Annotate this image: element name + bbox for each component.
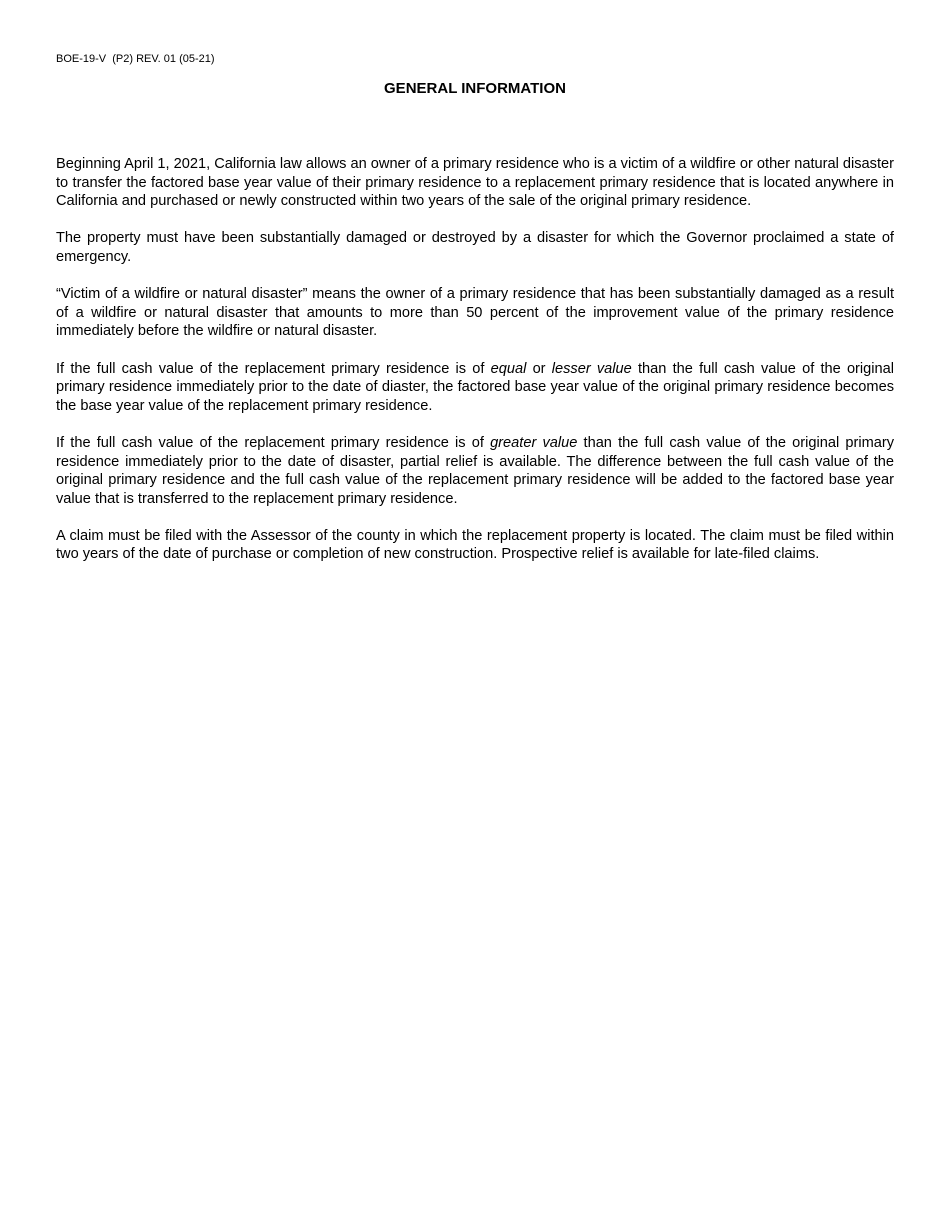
general-information-body — [56, 155, 894, 583]
paragraph-greater-value — [56, 434, 894, 508]
text-segment: or — [526, 360, 552, 377]
text-segment: than the full cash value of the original primary residence immediately prior to the date of disaster, partial relief is available. The difference between the full cash value of the original primary residence and the full cash value of the replacement primary residence will be added to the factored base year value that is transferred to the replacement primary residence. — [56, 434, 894, 507]
paragraph-eligibility: Beginning April 1, 2021, California law allows an owner of a primary residence who is a victim of a wildfire or other natural disaster to transfer the factored base year value of their primary residence to a replacement primary residence that is located anywhere in California and purchased or newly constructed within two years of the sale of the original primary residence. — [56, 156, 894, 210]
paragraph-disaster-requirement: The property must have been substantially damaged or destroyed by a disaster for which the Governor proclaimed a state of emergency. — [56, 230, 894, 265]
page-title: GENERAL INFORMATION — [384, 80, 566, 97]
emphasis-lesser-value: lesser value — [551, 360, 632, 377]
paragraph-equal-lesser-value — [56, 360, 894, 416]
form-id: BOE-19-V (P2) REV. 01 (05-21) — [56, 53, 215, 65]
emphasis-greater-value: greater value — [490, 434, 578, 451]
text-segment: If the full cash value of the replacement primary residence is of — [56, 360, 491, 377]
paragraph-claim-filing: A claim must be filed with the Assessor of the county in which the replacement property is located. The claim must be filed within two years of the date of purchase or completion of new construction. Prospective relief is available for late-filed claims. — [56, 527, 894, 563]
emphasis-equal: equal — [490, 360, 527, 377]
paragraph-victim-definition: “Victim of a wildfire or natural disaster” means the owner of a primary residence that has been substantially damaged as a result of a wildfire or natural disaster that amounts to more than 50 percent of the improvement value of the primary residence immediately before the wildfire or natural disaster. — [56, 286, 894, 340]
text-segment: than the full cash value of the original primary residence immediately prior to the date of diaster, the factored base year value of the original primary residence becomes the base year value of the replacement primary residence. — [56, 360, 894, 414]
text-segment: If the full cash value of the replacement primary residence is of — [56, 434, 491, 451]
